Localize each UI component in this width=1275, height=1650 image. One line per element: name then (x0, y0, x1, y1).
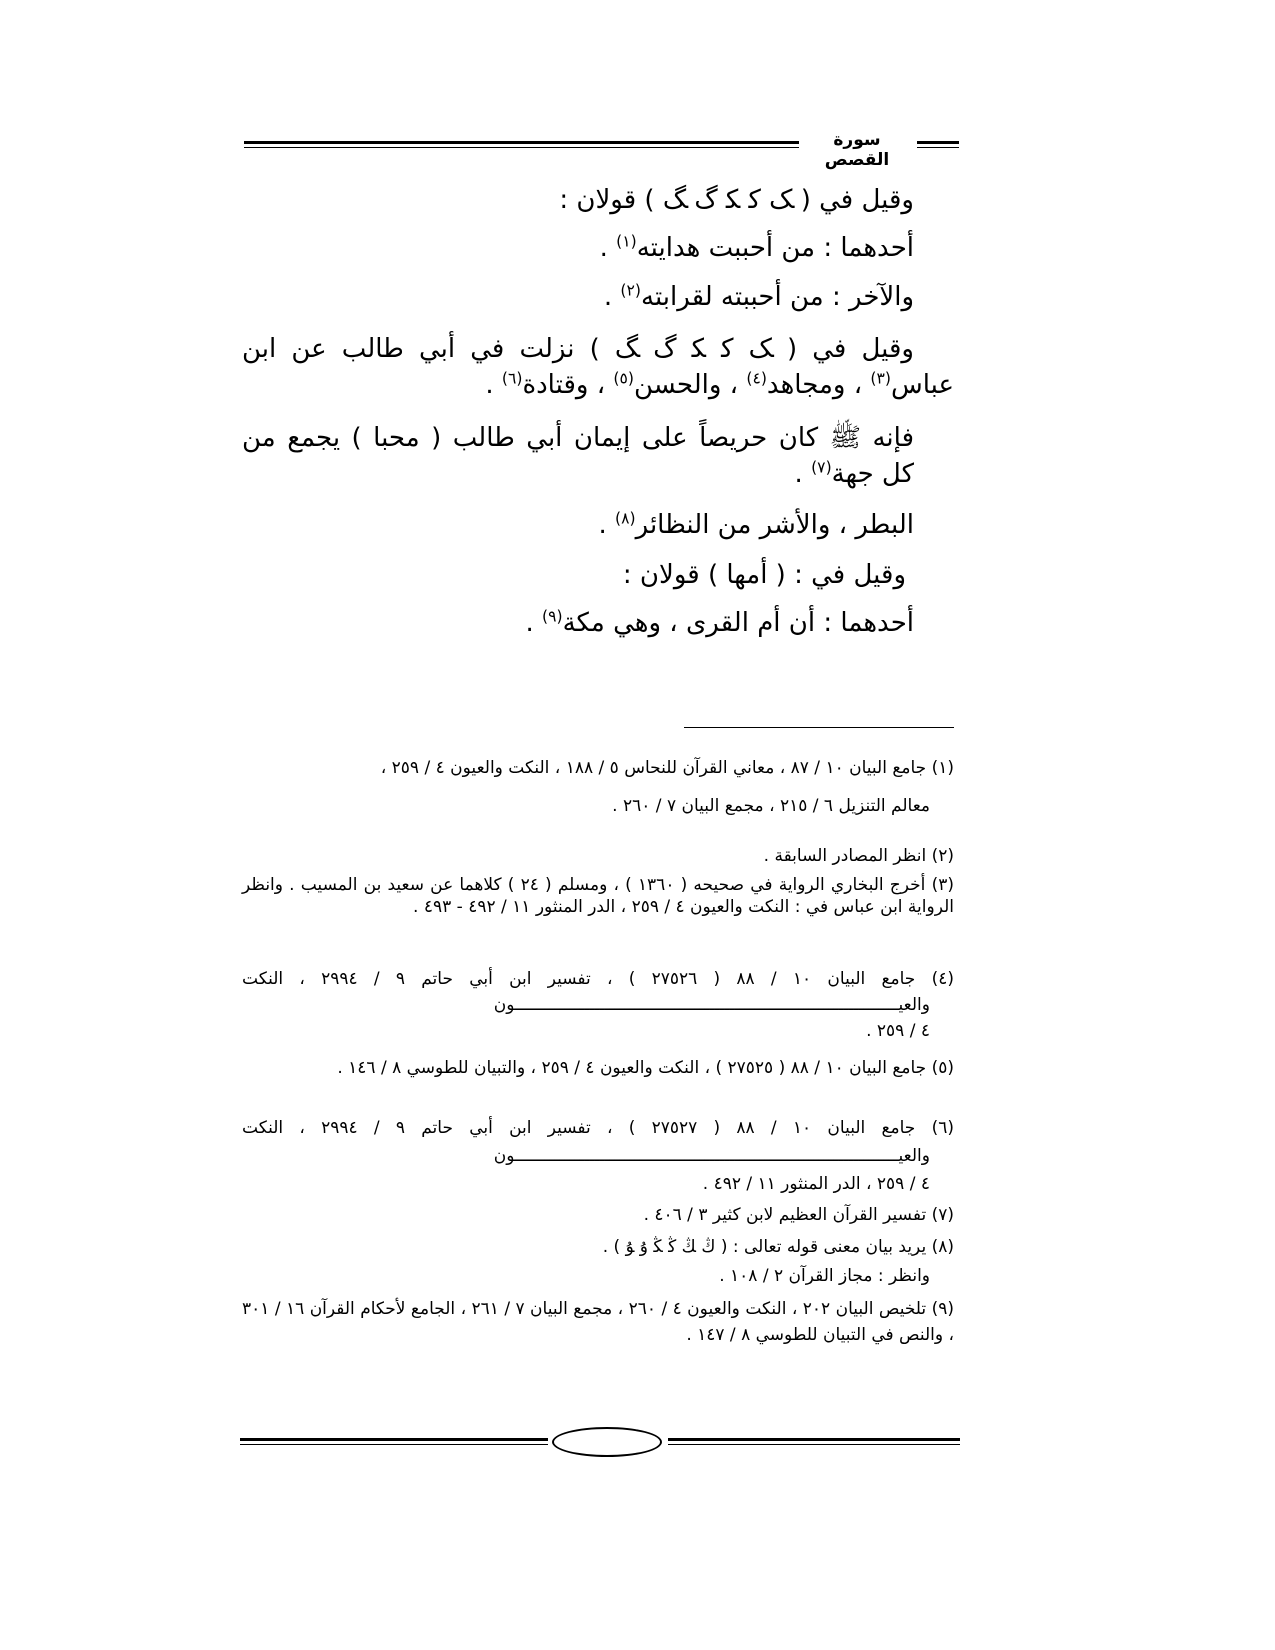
footnote-1-line-1: (١) جامع البيان ١٠ / ٨٧ ، معاني القرآن للنحاس ٥ / ١٨٨ ، النكت والعيون ٤ / ٢٥٩ ، (380, 758, 954, 778)
footnote-9: (٩) تلخيص البيان ٢٠٢ ، النكت والعيون ٤ / ٢٦٠ ، مجمع البيان ٧ / ٢٦١ ، الجامع لأحكام القرآن ١٦ / ٣٠١ ، والنص في التبيان للطوسي ٨ / ١٤٧ . (242, 1299, 954, 1345)
footnote-ref-1[interactable]: (١) (616, 232, 637, 251)
footnote-ref-3[interactable]: (٣) (870, 369, 891, 388)
surah-title: سورة القصص (824, 130, 890, 170)
main-line-9: أحدهما : أن أم القرى ، وهي مكة$^{(٩)}$ . (525, 607, 914, 638)
footnote-separator (684, 727, 954, 728)
main-paragraph-6: فإنه ﷺ كان حريصاً على إيمان أبي طالب ( محبا ) يجمع من كل جهة$^{(٧)}$ . (242, 423, 914, 489)
footnote-4-line-3: ٤ / ٢٥٩ . (866, 1021, 930, 1041)
header-rule-left (244, 141, 799, 148)
footnote-ref-4[interactable]: (٤) (746, 369, 767, 388)
footnote-6-line-2: والعيـــــــــــــــــــــــــــــــــــــــــــــــــــــــــــــــــــــــــــــون (493, 1146, 930, 1166)
footnote-7: (٧) تفسير القرآن العظيم لابن كثير ٣ / ٤٠٦ . (643, 1205, 954, 1225)
page-number-oval (552, 1427, 662, 1457)
main-line-8: وقيل في : ( أمها ) قولان : (622, 560, 906, 590)
footnote-ref-8[interactable]: (٨) (615, 509, 636, 528)
main-line-3: والآخر : من أحببته لقرابته$^{(٢)}$ . (603, 281, 914, 312)
footnote-6-line-3: ٤ / ٢٥٩ ، الدر المنثور ١١ / ٤٩٢ . (702, 1174, 930, 1194)
footnote-6-line-1: (٦) جامع البيان ١٠ / ٨٨ ( ٢٧٥٢٧ ) ، تفسير ابن أبي حاتم ٩ / ٢٩٩٤ ، النكت (242, 1118, 954, 1138)
main-line-2: أحدهما : من أحببت هدايته$^{(١)}$ . (599, 232, 914, 263)
footnote-5: (٥) جامع البيان ١٠ / ٨٨ ( ٢٧٥٢٥ ) ، النكت والعيون ٤ / ٢٥٩ ، والتبيان للطوسي ٨ / ١٤٦ . (337, 1058, 954, 1078)
footnote-8-line-2: وانظر : مجاز القرآن ٢ / ١٠٨ . (719, 1266, 930, 1286)
main-line-4: وقيل في ( ﮏ ﮐ ﮑ ﮒ ﮓ ) نزلت في أبي طالب عن ابن (242, 334, 914, 364)
footnote-ref-2[interactable]: (٢) (620, 281, 641, 300)
footnote-ref-7[interactable]: (٧) (811, 458, 832, 477)
footer-rule-right (668, 1438, 960, 1445)
header-rule-right (917, 141, 959, 148)
main-line-7: البطر ، والأشر من النظائر$^{(٨)}$ . (598, 509, 914, 540)
footer-rule-left (240, 1438, 548, 1445)
footnote-ref-5[interactable]: (٥) (613, 369, 634, 388)
footnote-4-line-1: (٤) جامع البيان ١٠ / ٨٨ ( ٢٧٥٢٦ ) ، تفسير ابن أبي حاتم ٩ / ٢٩٩٤ ، النكت (242, 969, 954, 989)
footnote-4-line-2: والعيـــــــــــــــــــــــــــــــــــــــــــــــــــــــــــــــــــــــــــــون (493, 995, 930, 1015)
main-line-1: وقيل في ( ﮏ ﮐ ﮑ ﮒ ﮓ ) قولان : (559, 185, 914, 215)
footnote-2: (٢) انظر المصادر السابقة . (763, 846, 954, 866)
footnote-8-line-1: (٨) يريد بيان معنى قوله تعالى : ( ﯓ ﯔ ﯕ ﯖ ﯗ ﯘ ) . (602, 1237, 954, 1257)
footnote-ref-6[interactable]: (٦) (501, 369, 523, 388)
footnote-1-line-2: معالم التنزيل ٦ / ٢١٥ ، مجمع البيان ٧ / ٢٦٠ . (612, 796, 930, 816)
footnote-ref-9[interactable]: (٩) (542, 607, 563, 626)
footnote-3: (٣) أخرج البخاري الرواية في صحيحه ( ١٣٦٠ ) ، ومسلم ( ٢٤ ) كلاهما عن سعيد بن المسيب . وانظر الرواية ابن عباس في : النكت والعيون ٤ / ٢٥٩ ، الدر المنثور ١١ / ٤٩٢ - ٤٩٣ . (242, 875, 954, 917)
main-line-5: عباس$^{(٣)}$ ، ومجاهد$^{(٤)}$ ، والحسن$^{(٥)}$ ، وقتادة$^{(٦)}$ . (485, 369, 954, 400)
